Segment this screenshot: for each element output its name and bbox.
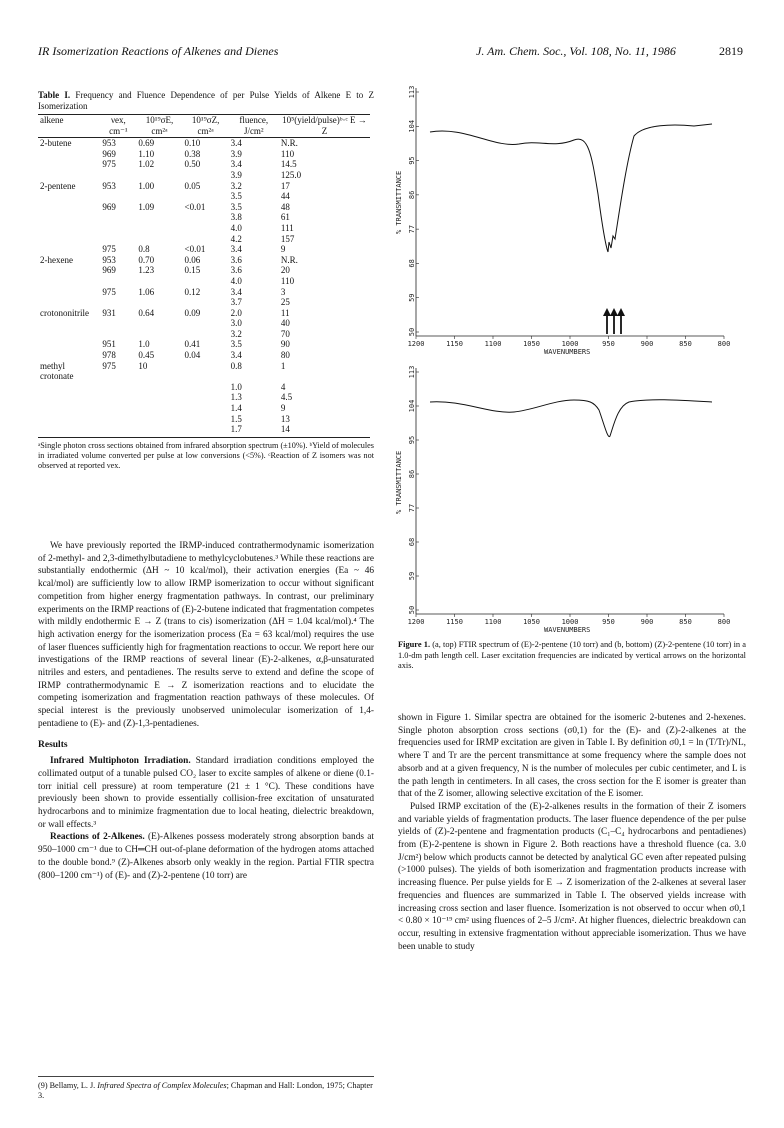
table-cell: 0.64 (138, 307, 155, 318)
table-cell (38, 350, 100, 361)
table-cell (38, 287, 100, 298)
x-tick-label: 1100 (484, 618, 502, 626)
table-cell: 25 (280, 297, 290, 308)
excitation-arrows (603, 308, 625, 334)
table-cell (183, 361, 229, 382)
table-cell: 0.8 (230, 360, 242, 371)
y-axis-label-top: % TRANSMITTANCE (395, 170, 403, 234)
table-cell: 1.4 (230, 403, 242, 414)
x-tick-label: 800 (717, 340, 731, 348)
table-cell: 80 (280, 350, 290, 361)
table-cell: N.R. (280, 254, 298, 265)
table-cell: 3.2 (230, 180, 242, 191)
table-cell: 0.8 (138, 244, 150, 255)
table-1-grid (38, 114, 370, 438)
table-row (38, 244, 370, 255)
table-cell: 3.4 (230, 138, 242, 149)
table-cell: 0.09 (184, 307, 201, 318)
table-cell: 3.2 (230, 328, 242, 339)
x-tick-label: 1000 (561, 340, 579, 348)
table-cell (136, 414, 182, 425)
table-cell: 975 (102, 286, 116, 297)
table-cell: 2.0 (230, 307, 242, 318)
table-cell (136, 403, 182, 414)
table-cell: 3.8 (230, 212, 242, 223)
table-row (38, 265, 370, 276)
y-tick-label: 50 (408, 327, 416, 337)
ftir-spectra (394, 84, 746, 634)
table-cell (100, 382, 136, 393)
table-cell: 157 (280, 233, 295, 244)
table-cell: 1.5 (230, 413, 242, 424)
irradiation-paragraph: Infrared Multiphoton Irradiation. Standard irradiation conditions employed the collimated output of a tunable pulsed CO₂ laser to excite samples of alkene or diene (0.1-torr initial cell pressure) at room temperature (21 ± 1 °C). These conditions have previously been shown to provide essentially collision-free excitation of unsaturated hydrocarbons and to minimize fragmentation due to local heating, dielectric breakdown, or wall effects.³ (38, 756, 375, 830)
table-cell (38, 234, 100, 245)
table-cell: 48 (280, 201, 290, 212)
y-tick-label: 86 (408, 469, 416, 479)
table-cell (100, 191, 136, 202)
table-cell: 70 (280, 328, 290, 339)
table-cell: 0.45 (138, 350, 155, 361)
y-tick-label: 59 (408, 293, 416, 302)
table-cell (183, 212, 229, 223)
table-cell: 951 (102, 339, 116, 350)
table-cell: 11 (280, 307, 290, 318)
table-cell (183, 329, 229, 340)
y-axis-label-bottom: % TRANSMITTANCE (395, 450, 403, 514)
x-tick-label: 1100 (484, 340, 502, 348)
table-cell: crotononitrile (40, 307, 89, 318)
table-cell (136, 297, 182, 308)
table-cell: 2-butene (40, 138, 72, 149)
figure-caption: Figure 1. (a, top) FTIR spectrum of (E)-2-pentene (10 torr) and (b, bottom) (Z)-2-pentene (10 torr) in a 1.0-dm path length cell. Laser excitation frequencies are indicated by vertical arrows on the horizontal axis. (398, 640, 747, 670)
figure-1 (394, 84, 746, 639)
table-cell: 4.2 (230, 233, 242, 244)
table-cell: 1.3 (230, 392, 242, 403)
table-cell: 3.4 (230, 159, 242, 170)
table-row (38, 212, 370, 223)
table-cell: 1.0 (230, 381, 242, 392)
table-cell (136, 170, 182, 181)
y-tick-label: 95 (408, 156, 416, 165)
table-cell: 0.15 (184, 265, 201, 276)
table-cell: 975 (102, 159, 116, 170)
table-cell: methyl crotonate (40, 360, 74, 382)
table-caption: Table I. Frequency and Fluence Dependence of per Pulse Yields of Alkene E to Z Isomerization (38, 90, 375, 111)
table-cell (136, 212, 182, 223)
table-row (38, 403, 370, 414)
table-row (38, 234, 370, 245)
table-cell: 1.00 (138, 180, 155, 191)
table-cell (136, 424, 182, 437)
table-cell: 3.5 (230, 191, 242, 202)
table-cell: N.R. (280, 138, 298, 149)
table-cell: 0.38 (184, 148, 201, 159)
table-cell (100, 297, 136, 308)
table-cell (183, 170, 229, 181)
table-cell (38, 191, 100, 202)
table-row (38, 308, 370, 319)
x-tick-label: 1050 (523, 618, 540, 626)
intro-paragraph: We have previously reported the IRMP-induced contrathermodynamic isomerization of 2-methyl- and 2,3-dimethylbutadiene to methylcyclobutenes.³ While these reactions are substantially endothermic (ΔH ~ 10 kcal/mol), their activation energies (Ea ~ 46 kcal/mol) are sufficiently low to allow IRMP isomerization to occur without significant competition from higher energy fragmentation pathways. In contrast, our preliminary experiments on the IRMP reactions of (E)-2-butene indicated that fragmentation competes with mildly endothermic E → Z (trans to cis) isomerization (ΔH = 1.04 kcal/mol).⁴ The high activation energy for the isomerization process (Ea = 63 kcal/mol) requires the use of laser fluences sufficiently high for fragmentation reactions to occur. We report here our investigations of the IRMP reactions of several linear (E)-2-alkenes, α,β-unsaturated nitriles and esters, and pentadienes. The results serve to extend and define the scope of IRMP contrathermodynamic E → Z isomerization reactions and to elucidate the competing isomerization and fragmentation reaction pathways of these molecules. Of special interest is the previously unobserved unimolecular isomerization of 1,4-pentadiene to (E)- and (Z)-1,3-pentadienes. (38, 541, 374, 729)
table-cell: 9 (280, 244, 286, 255)
alkenes-paragraph: Reactions of 2-Alkenes. (E)-Alkenes possess moderately strong absorption bands at 950–1000 cm⁻¹ due to CH═CH out-of-plane deformation of the hydrogen atoms attached to the double bond.⁹ (Z)-Alkenes absorb only weakly in the region. Partial FTIR spectra (800–1200 cm⁻¹) of (E)- and (Z)-2-pentene (10 torr) are (38, 832, 375, 881)
table-cell (136, 234, 182, 245)
x-tick-label: 850 (679, 340, 692, 348)
table-cell: 1 (280, 360, 286, 371)
table-cell: 1.7 (229, 424, 279, 437)
table-cell (136, 318, 182, 329)
table-cell (38, 149, 100, 160)
table-cell: 0.70 (138, 254, 155, 265)
x-tick-label: 950 (602, 340, 615, 348)
table-cell: 17 (280, 180, 290, 191)
table-cell (38, 424, 100, 437)
table-cell (38, 159, 100, 170)
table-cell (100, 223, 136, 234)
table-cell: 44 (280, 191, 290, 202)
table-cell (38, 276, 100, 287)
table-cell: 931 (102, 307, 116, 318)
table-cell: 969 (102, 265, 116, 276)
y-tick-label: 113 (408, 85, 416, 99)
x-tick-label: 1150 (446, 340, 463, 348)
table-cell (183, 424, 229, 437)
table-cell: 90 (280, 339, 290, 350)
table-cell (183, 392, 229, 403)
table-cell: 953 (102, 138, 116, 149)
table-cell: 1.23 (138, 265, 155, 276)
table-row (38, 223, 370, 234)
table-row (38, 181, 370, 192)
table-row (38, 287, 370, 298)
results-heading: Results (38, 739, 68, 750)
running-header-title: IR Isomerization Reactions of Alkenes and Dienes (38, 44, 279, 58)
table-row (38, 149, 370, 160)
table-cell: 3.7 (230, 297, 242, 308)
table-cell (136, 382, 182, 393)
table-cell: 110 (280, 275, 295, 286)
col-header-alkene: alkene (38, 115, 100, 137)
y-tick-label: 59 (408, 571, 416, 581)
table-cell: 0.06 (184, 254, 201, 265)
table-cell: 3.6 (230, 254, 242, 265)
y-tick-label: 95 (408, 435, 416, 445)
table-row (38, 255, 370, 266)
table-row (38, 414, 370, 425)
table-cell (183, 382, 229, 393)
table-cell: 0.69 (138, 138, 155, 149)
table-cell: 3.5 (230, 201, 242, 212)
table-cell (38, 392, 100, 403)
table-row (38, 350, 370, 361)
table-cell (136, 191, 182, 202)
x-tick-label: 1000 (561, 618, 579, 626)
table-cell (100, 276, 136, 287)
table-cell: 4 (280, 381, 286, 392)
table-cell (38, 318, 100, 329)
table-row (38, 202, 370, 213)
table-cell: 111 (280, 222, 294, 233)
right-paragraph-2: Pulsed IRMP excitation of the (E)-2-alkenes results in the formation of their Z isomers and variable yields of fragmentation products. The laser fluence dependence of the per pulse yields of (Z)-2-pentene and fragmentation products (C₁–C₄ hydrocarbons and pentadienes) from (E)-2-pentene is shown in Figure 2. Both reactions have a threshold fluence (ca. 3.0 J/cm²) below which products cannot be detected by analytical GC even after repeated pulsing (>1000 pulses). The yields of both isomerization and fragmentation products increase with increasing fluence. Per pulse yields for E → Z isomerization of the 2-alkenes at several laser frequencies and fluences are summarized in Table I. The observed yields increase with increasing cross section and laser fluence. Isomerization is not observed to occur when σ0,1 < 0.80 × 10⁻¹⁹ cm² using fluences of 2–5 J/cm². At higher fluences, dielectric breakdown can occur, resulting in extensive fragmentation without appreciable isomerization. Thus we have been unable to study (398, 801, 746, 952)
table-cell: 969 (102, 148, 116, 159)
spectrum-e-2-pentene (395, 86, 730, 356)
table-cell: 3.9 (230, 169, 242, 180)
table-cell: 0.10 (184, 138, 201, 149)
table-cell (38, 170, 100, 181)
table-cell: 4.0 (230, 275, 242, 286)
table-cell (100, 403, 136, 414)
table-cell: 1.02 (138, 159, 155, 170)
table-cell: 3.4 (230, 350, 242, 361)
table-cell: 3.0 (230, 318, 242, 329)
x-tick-label: 800 (717, 618, 731, 626)
table-cell: 0.05 (184, 180, 201, 191)
table-cell (183, 318, 229, 329)
table-cell (100, 212, 136, 223)
y-tick-label: 104 (408, 119, 416, 133)
table-cell: <0.01 (184, 201, 206, 212)
y-tick-label: 68 (408, 537, 416, 547)
table-cell: 1.0 (138, 339, 150, 350)
table-cell: 0.50 (184, 159, 201, 170)
table-cell: 975 (102, 244, 116, 255)
table-cell: 13 (280, 413, 290, 424)
table-cell: 3.4 (230, 286, 242, 297)
x-tick-label: 1150 (446, 618, 463, 626)
table-cell (136, 276, 182, 287)
x-axis-label-bottom: WAVENUMBERS (544, 626, 591, 634)
table-cell: 1.06 (138, 286, 155, 297)
table-cell: 3.6 (230, 265, 242, 276)
table-cell: 4.5 (280, 392, 293, 403)
table-cell: 40 (280, 318, 290, 329)
table-cell (100, 170, 136, 181)
y-tick-label: 77 (408, 224, 416, 234)
col-header-sigma-z: 10¹⁹σZ, cm²ᵃ (183, 115, 229, 137)
table-cell (38, 339, 100, 350)
running-header-journal: J. Am. Chem. Soc., Vol. 108, No. 11, 1986 (476, 44, 676, 58)
table-cell (183, 223, 229, 234)
x-tick-label: 1200 (407, 618, 425, 626)
table-cell (38, 212, 100, 223)
table-1 (38, 90, 374, 471)
table-row (38, 339, 370, 350)
table-cell: 2-pentene (40, 180, 76, 191)
x-tick-label: 850 (679, 618, 692, 626)
table-row (38, 392, 370, 403)
table-cell (38, 297, 100, 308)
table-cell: 3.9 (230, 148, 242, 159)
col-header-sigma-e: 10¹⁹σE, cm²ᵃ (136, 115, 182, 137)
table-cell (183, 414, 229, 425)
table-cell (100, 329, 136, 340)
table-cell (183, 403, 229, 414)
table-cell (38, 265, 100, 276)
table-cell (136, 392, 182, 403)
table-cell (183, 191, 229, 202)
table-cell: 3 (280, 286, 286, 297)
table-cell: 125.0 (280, 169, 302, 180)
col-header-yield: 10⁵(yield/pulse)ᵇ·ᶜ E → Z (279, 115, 370, 137)
y-tick-label: 104 (408, 399, 416, 413)
x-tick-label: 1200 (407, 340, 425, 348)
y-tick-label: 50 (408, 605, 416, 615)
spectrum-z-2-pentene (395, 366, 730, 634)
y-tick-label: 86 (408, 190, 416, 200)
table-row (38, 297, 370, 308)
table-cell: <0.01 (184, 244, 206, 255)
table-cell: 3.4 (230, 244, 242, 255)
table-cell (38, 329, 100, 340)
footnote-9: (9) Bellamy, L. J. Infrared Spectra of Complex Molecules; Chapman and Hall: London, 1975; Chapter 3. (38, 1076, 374, 1101)
table-cell: 975 (102, 360, 116, 371)
table-cell: 1.10 (138, 148, 155, 159)
table-cell: 9 (280, 403, 286, 414)
table-cell: 2-hexene (40, 254, 73, 265)
table-cell (38, 202, 100, 213)
left-body (38, 540, 374, 882)
x-tick-label: 950 (602, 618, 615, 626)
table-cell: 14 (279, 424, 370, 437)
col-header-fluence: fluence, J/cm² (229, 115, 279, 137)
table-cell (100, 234, 136, 245)
right-body (398, 712, 746, 953)
table-cell: 953 (102, 180, 116, 191)
table-cell (183, 276, 229, 287)
table-cell: 0.41 (184, 339, 201, 350)
table-row (38, 424, 370, 437)
table-cell: 20 (280, 265, 290, 276)
table-cell (38, 414, 100, 425)
table-cell: 14.5 (280, 159, 297, 170)
x-tick-label: 1050 (523, 340, 540, 348)
table-cell: 969 (102, 201, 116, 212)
table-row (38, 138, 370, 149)
table-cell (100, 318, 136, 329)
table-cell: 61 (280, 212, 290, 223)
table-row (38, 191, 370, 202)
table-cell: 978 (102, 350, 116, 361)
table-cell (136, 223, 182, 234)
col-header-nu: νex, cm⁻¹ (100, 115, 136, 137)
x-tick-label: 900 (640, 618, 654, 626)
table-cell (38, 403, 100, 414)
table-cell: 3.5 (230, 339, 242, 350)
table-cell (183, 297, 229, 308)
table-cell (38, 223, 100, 234)
table-row (38, 329, 370, 340)
table-cell: 0.12 (184, 286, 201, 297)
table-cell (38, 244, 100, 255)
right-paragraph-1: shown in Figure 1. Similar spectra are obtained for the isomeric 2-butenes and 2-hexenes. Single photon absorption cross sections (σ0,1) for the (E)- and (Z)-2-alkenes at the frequencies used for IRMP excitation are given in Table I. By definition σ0,1 = ln (T/Tr)/NL, where T and Tr are the percent transmittance at some frequency where the sample does not absorb and at a given frequency, N is the number of molecules per cubic centimeter, and L is the path length in centimeters. In all cases, the cross section for the E isomer is greater than that of the Z isomer, allowing selective excitation of the E isomer. (398, 713, 746, 800)
table-row (38, 361, 370, 382)
y-tick-label: 77 (408, 503, 416, 513)
table-cell: 110 (280, 148, 295, 159)
table-cell (100, 424, 136, 437)
table-row (38, 318, 370, 329)
page-number: 2819 (719, 44, 743, 58)
table-cell: 4.0 (230, 222, 242, 233)
table-cell (100, 392, 136, 403)
table-cell: 10 (138, 360, 148, 371)
table-cell (136, 329, 182, 340)
table-row (38, 382, 370, 393)
table-cell: 1.09 (138, 201, 155, 212)
table-cell (183, 234, 229, 245)
y-tick-label: 113 (408, 365, 416, 379)
table-footnote: ᵃSingle photon cross sections obtained from infrared absorption spectrum (±10%). ᵇYield of molecules in irradiated volume converted per pulse at low conversions (<5%). ᶜReaction of Z isomers was not observed at reported νex. (38, 440, 374, 471)
y-tick-label: 68 (408, 259, 416, 268)
table-cell (100, 414, 136, 425)
table-cell (38, 382, 100, 393)
table-cell: 953 (102, 254, 116, 265)
table-row (38, 170, 370, 181)
x-tick-label: 900 (640, 340, 654, 348)
x-axis-label-top: WAVENUMBERS (544, 348, 591, 356)
table-row (38, 276, 370, 287)
table-row (38, 159, 370, 170)
table-cell: 0.04 (184, 350, 201, 361)
